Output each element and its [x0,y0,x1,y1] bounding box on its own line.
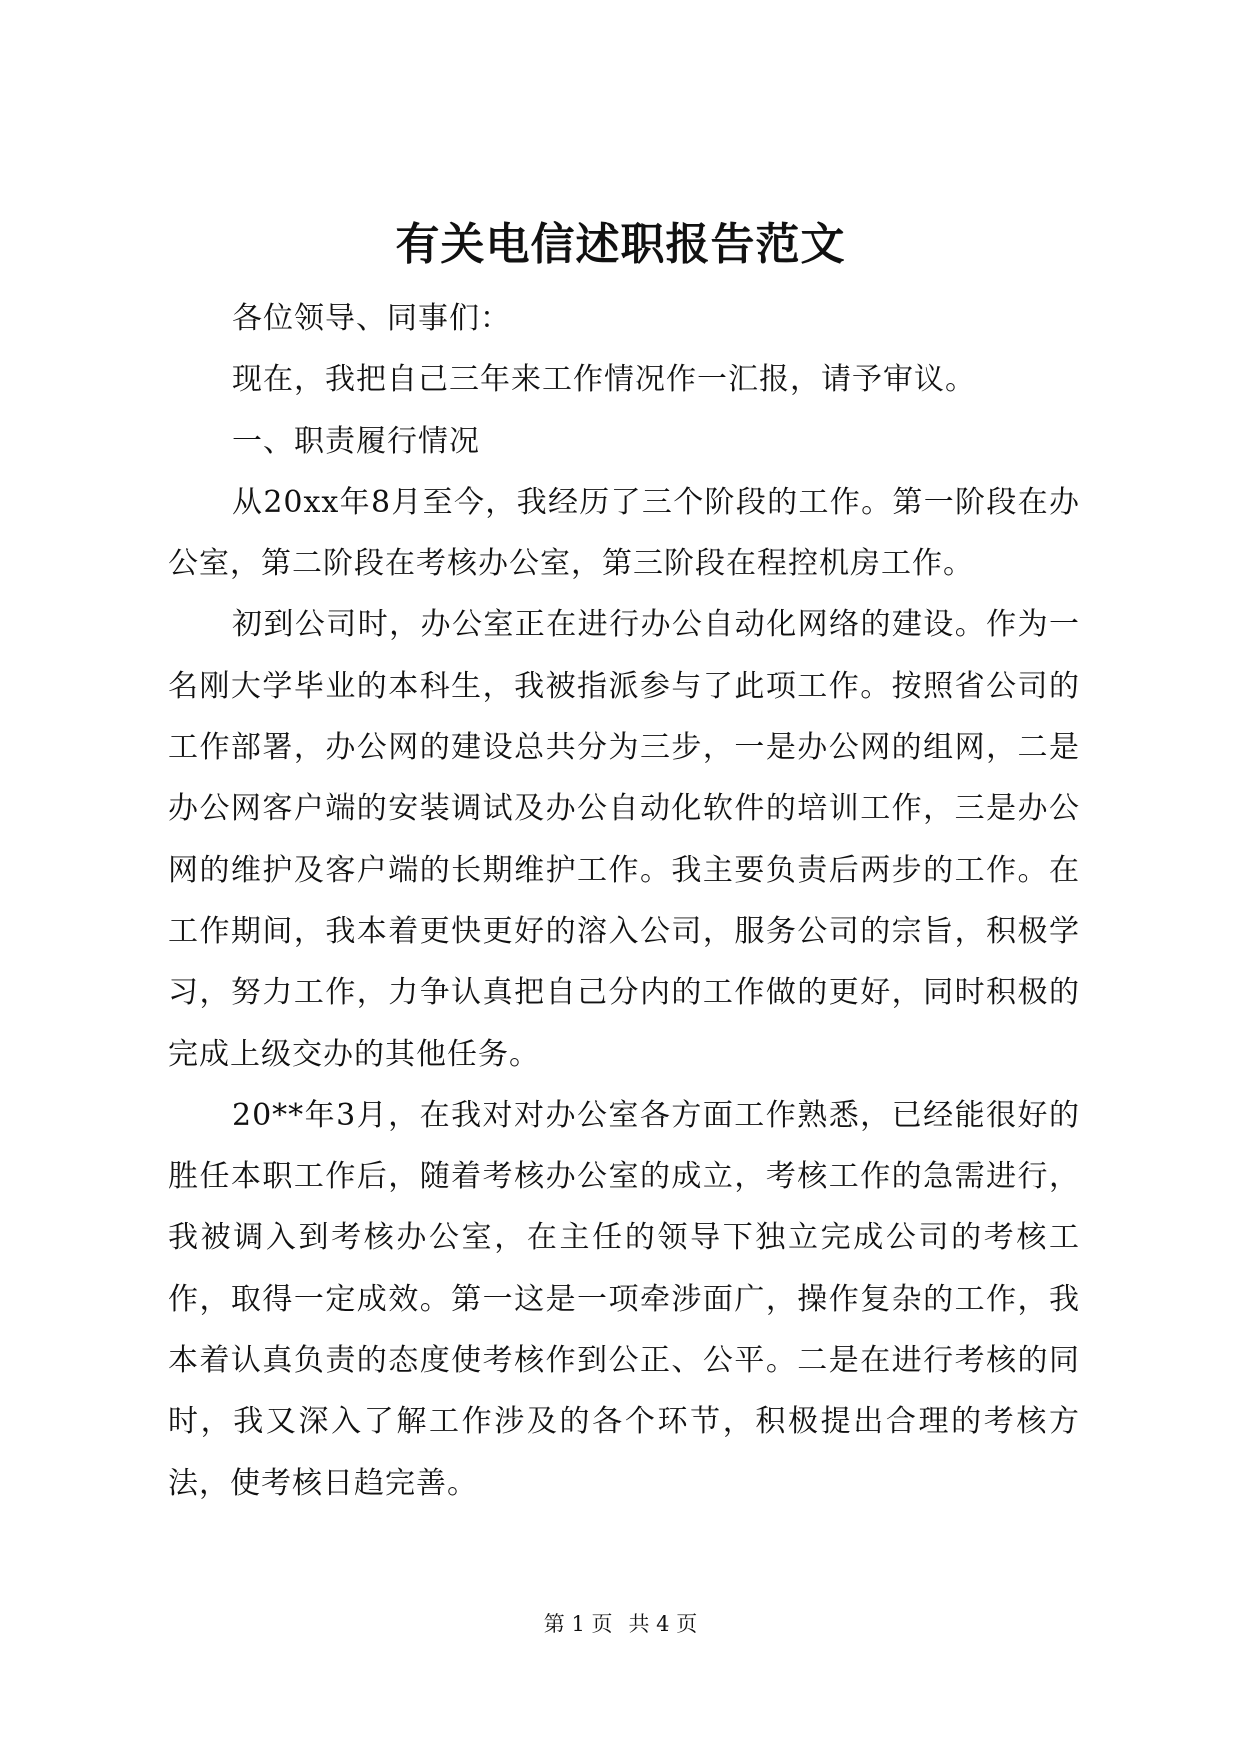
body-paragraph: 初到公司时，办公室正在进行办公自动化网络的建设。作为一名刚大学毕业的本科生，我被指派参与了此项工作。按照省公司的工作部署，办公网的建设总共分为三步，一是办公网的组网，二是办公网客户端的安装调试及办公自动化软件的培训工作，三是办公网的维护及客户端的长期维护工作。我主要负责后两步的工作。在工作期间，我本着更快更好的溶入公司，服务公司的宗旨，积极学习，努力工作，力争认真把自己分内的工作做的更好，同时积极的完成上级交办的其他任务。 [168,607,1080,1072]
document-title: 有关电信述职报告范文 [395,219,846,270]
intro-paragraph: 现在，我把自己三年来工作情况作一汇报，请予审议。 [232,362,976,398]
salutation-paragraph: 各位领导、同事们： [232,301,511,336]
page-total: 共 4 页 [628,1612,698,1636]
document-body [168,288,1080,1514]
page-footer [0,1609,1241,1639]
body-paragraph: 从20xx年8月至今，我经历了三个阶段的工作。第一阶段在办公室，第二阶段在考核办公室，第三阶段在程控机房工作。 [168,484,1080,582]
body-paragraph: 20**年3月，在我对对办公室各方面工作熟悉，已经能很好的胜任本职工作后，随着考核办公室的成立，考核工作的急需进行，我被调入到考核办公室，在主任的领导下独立完成公司的考核工作，取得一定成效。第一这是一项牵涉面广，操作复杂的工作，我本着认真负责的态度使考核作到公正、公平。二是在进行考核的同时，我又深入了解工作涉及的各个环节，积极提出合理的考核方法，使考核日趋完善。 [168,1097,1080,1501]
section-heading: 一、职责履行情况 [232,423,480,459]
page-number: 第 1 页 [543,1612,613,1636]
